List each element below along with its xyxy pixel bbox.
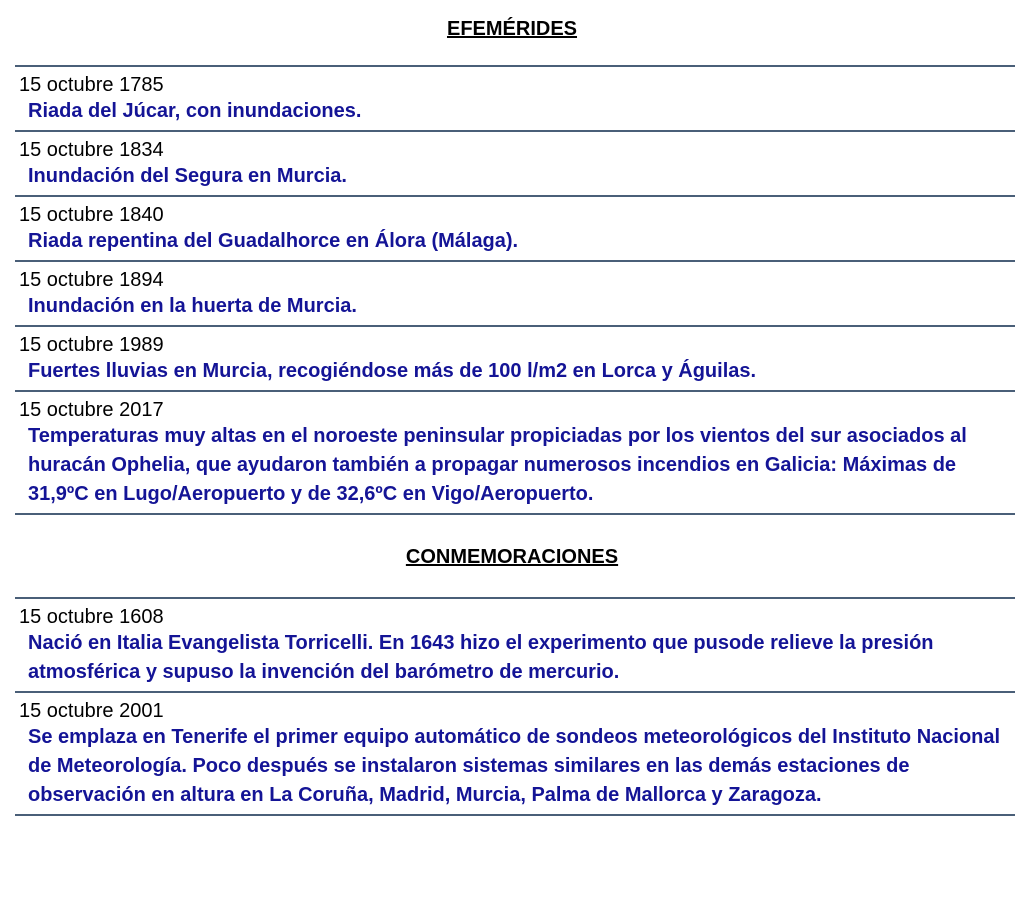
entry-description: Se emplaza en Tenerife el primer equipo automático de sondeos meteorológicos del Instituto Nacional de Meteorología. Poco después se instalaron sistemas similares en las demás estaciones de observación en altura en La Coruña, Madrid, Murcia, Palma de Mallorca y Zaragoza.: [28, 726, 1001, 806]
list-item: [15, 327, 1015, 392]
conmemoraciones-title: CONMEMORACIONES: [405, 546, 619, 568]
entry-date: 15 octubre 2001: [19, 700, 164, 722]
entry-description: Nació en Italia Evangelista Torricelli. En 1643 hizo el experimento que pusode relieve la presión atmosférica y supuso la invención del barómetro de mercurio.: [28, 632, 934, 683]
list-item: [15, 392, 1015, 515]
list-item: [15, 197, 1015, 262]
entry-description: Inundación en la huerta de Murcia.: [28, 295, 357, 317]
entry-date: 15 octubre 1840: [19, 204, 164, 226]
list-item: [15, 132, 1015, 197]
entry-date: 15 octubre 1834: [19, 139, 164, 161]
list-item: [15, 67, 1015, 132]
entry-date: 15 octubre 1989: [19, 334, 164, 356]
entry-date: 15 octubre 1785: [19, 74, 164, 96]
section-spacer: [0, 515, 1024, 545]
entry-date: 15 octubre 1608: [19, 606, 164, 628]
efemerides-title: EFEMÉRIDES: [446, 18, 578, 40]
list-item: [15, 262, 1015, 327]
entry-description: Temperaturas muy altas en el noroeste peninsular propiciadas por los vientos del sur asociados al huracán Ophelia, que ayudaron también a propagar numerosos incendios en Galicia: Máximas de 31,9ºC en Lugo/Aeropuerto y de 32,6ºC en Vigo/Aeropuerto.: [28, 425, 967, 505]
entry-description: Riada del Júcar, con inundaciones.: [28, 100, 362, 122]
list-item: [15, 693, 1015, 816]
entry-description: Riada repentina del Guadalhorce en Álora (Málaga).: [28, 230, 519, 252]
conmemoraciones-list: [15, 597, 1015, 816]
entry-description: Inundación del Segura en Murcia.: [28, 165, 347, 187]
entry-date: 15 octubre 2017: [19, 399, 164, 421]
efemerides-list: [15, 65, 1015, 515]
entry-description: Fuertes lluvias en Murcia, recogiéndose más de 100 l/m2 en Lorca y Águilas.: [28, 360, 757, 382]
list-item: [15, 599, 1015, 693]
entry-date: 15 octubre 1894: [19, 269, 164, 291]
